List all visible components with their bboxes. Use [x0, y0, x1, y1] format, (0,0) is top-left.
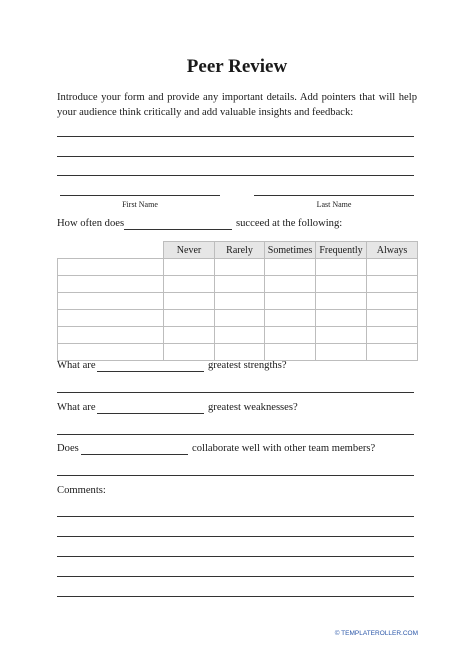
table-row [58, 293, 418, 310]
rating-cell[interactable] [367, 293, 418, 310]
column-never: Never [164, 242, 215, 259]
footer-credit: © TEMPLATEROLLER.COM [334, 630, 418, 637]
rating-cell[interactable] [316, 344, 367, 361]
comments-label: Comments: [57, 485, 106, 496]
skill-cell[interactable] [58, 293, 164, 310]
strengths-name-blank[interactable] [97, 371, 204, 372]
collaborate-prompt-end: collaborate well with other team members? [192, 443, 376, 454]
skill-cell[interactable] [58, 259, 164, 276]
rating-cell[interactable] [164, 259, 215, 276]
column-frequently: Frequently [316, 242, 367, 259]
rating-cell[interactable] [265, 310, 316, 327]
rating-cell[interactable] [215, 293, 265, 310]
rating-cell[interactable] [164, 327, 215, 344]
rating-cell[interactable] [367, 327, 418, 344]
rating-cell[interactable] [367, 276, 418, 293]
table-row [58, 310, 418, 327]
weaknesses-prompt-end: greatest weaknesses? [208, 402, 298, 413]
strengths-answer-line[interactable] [57, 392, 414, 393]
rating-cell[interactable] [265, 276, 316, 293]
frequency-prompt-end: succeed at the following: [236, 218, 343, 229]
first-name-field[interactable] [60, 195, 220, 196]
weaknesses-name-blank[interactable] [97, 413, 204, 414]
table-row [58, 276, 418, 293]
frequency-prompt-start: How often does [57, 218, 125, 229]
rating-cell[interactable] [215, 344, 265, 361]
comments-line[interactable] [57, 576, 414, 577]
rating-cell[interactable] [164, 293, 215, 310]
frequency-name-blank[interactable] [124, 229, 232, 230]
answer-line[interactable] [57, 156, 414, 157]
rating-cell[interactable] [367, 344, 418, 361]
rating-cell[interactable] [164, 310, 215, 327]
weaknesses-answer-line[interactable] [57, 434, 414, 435]
rating-cell[interactable] [164, 344, 215, 361]
comments-line[interactable] [57, 516, 414, 517]
table-corner [58, 242, 164, 259]
rating-cell[interactable] [265, 344, 316, 361]
last-name-field[interactable] [254, 195, 414, 196]
strengths-prompt-start: What are [57, 360, 96, 371]
skill-cell[interactable] [58, 310, 164, 327]
rating-cell[interactable] [316, 276, 367, 293]
rating-cell[interactable] [316, 293, 367, 310]
rating-cell[interactable] [215, 327, 265, 344]
rating-cell[interactable] [164, 276, 215, 293]
rating-cell[interactable] [367, 310, 418, 327]
skill-cell[interactable] [58, 276, 164, 293]
skill-cell[interactable] [58, 327, 164, 344]
rating-cell[interactable] [265, 259, 316, 276]
rating-cell[interactable] [215, 259, 265, 276]
column-sometimes: Sometimes [265, 242, 316, 259]
rating-cell[interactable] [215, 310, 265, 327]
first-name-label: First Name [122, 200, 158, 209]
table-row [58, 259, 418, 276]
comments-line[interactable] [57, 536, 414, 537]
rating-cell[interactable] [265, 327, 316, 344]
table-row [58, 327, 418, 344]
comments-line[interactable] [57, 596, 414, 597]
weaknesses-prompt-start: What are [57, 402, 96, 413]
collaborate-answer-line[interactable] [57, 475, 414, 476]
answer-line[interactable] [57, 175, 414, 176]
collaborate-name-blank[interactable] [81, 454, 188, 455]
rating-cell[interactable] [367, 259, 418, 276]
collaborate-prompt-start: Does [57, 443, 79, 454]
page-title: Peer Review [186, 56, 288, 77]
comments-line[interactable] [57, 556, 414, 557]
column-always: Always [367, 242, 418, 259]
rating-cell[interactable] [215, 276, 265, 293]
frequency-table [57, 241, 418, 361]
skill-cell[interactable] [58, 344, 164, 361]
rating-cell[interactable] [316, 327, 367, 344]
strengths-prompt-end: greatest strengths? [208, 360, 287, 371]
intro-text: Introduce your form and provide any important details. Add pointers that will help your audience think critically and add valuable insights and feedback: [57, 92, 417, 118]
answer-line[interactable] [57, 136, 414, 137]
column-rarely: Rarely [215, 242, 265, 259]
last-name-label: Last Name [316, 200, 352, 209]
table-row [58, 344, 418, 361]
rating-cell[interactable] [265, 293, 316, 310]
rating-cell[interactable] [316, 310, 367, 327]
rating-cell[interactable] [316, 259, 367, 276]
